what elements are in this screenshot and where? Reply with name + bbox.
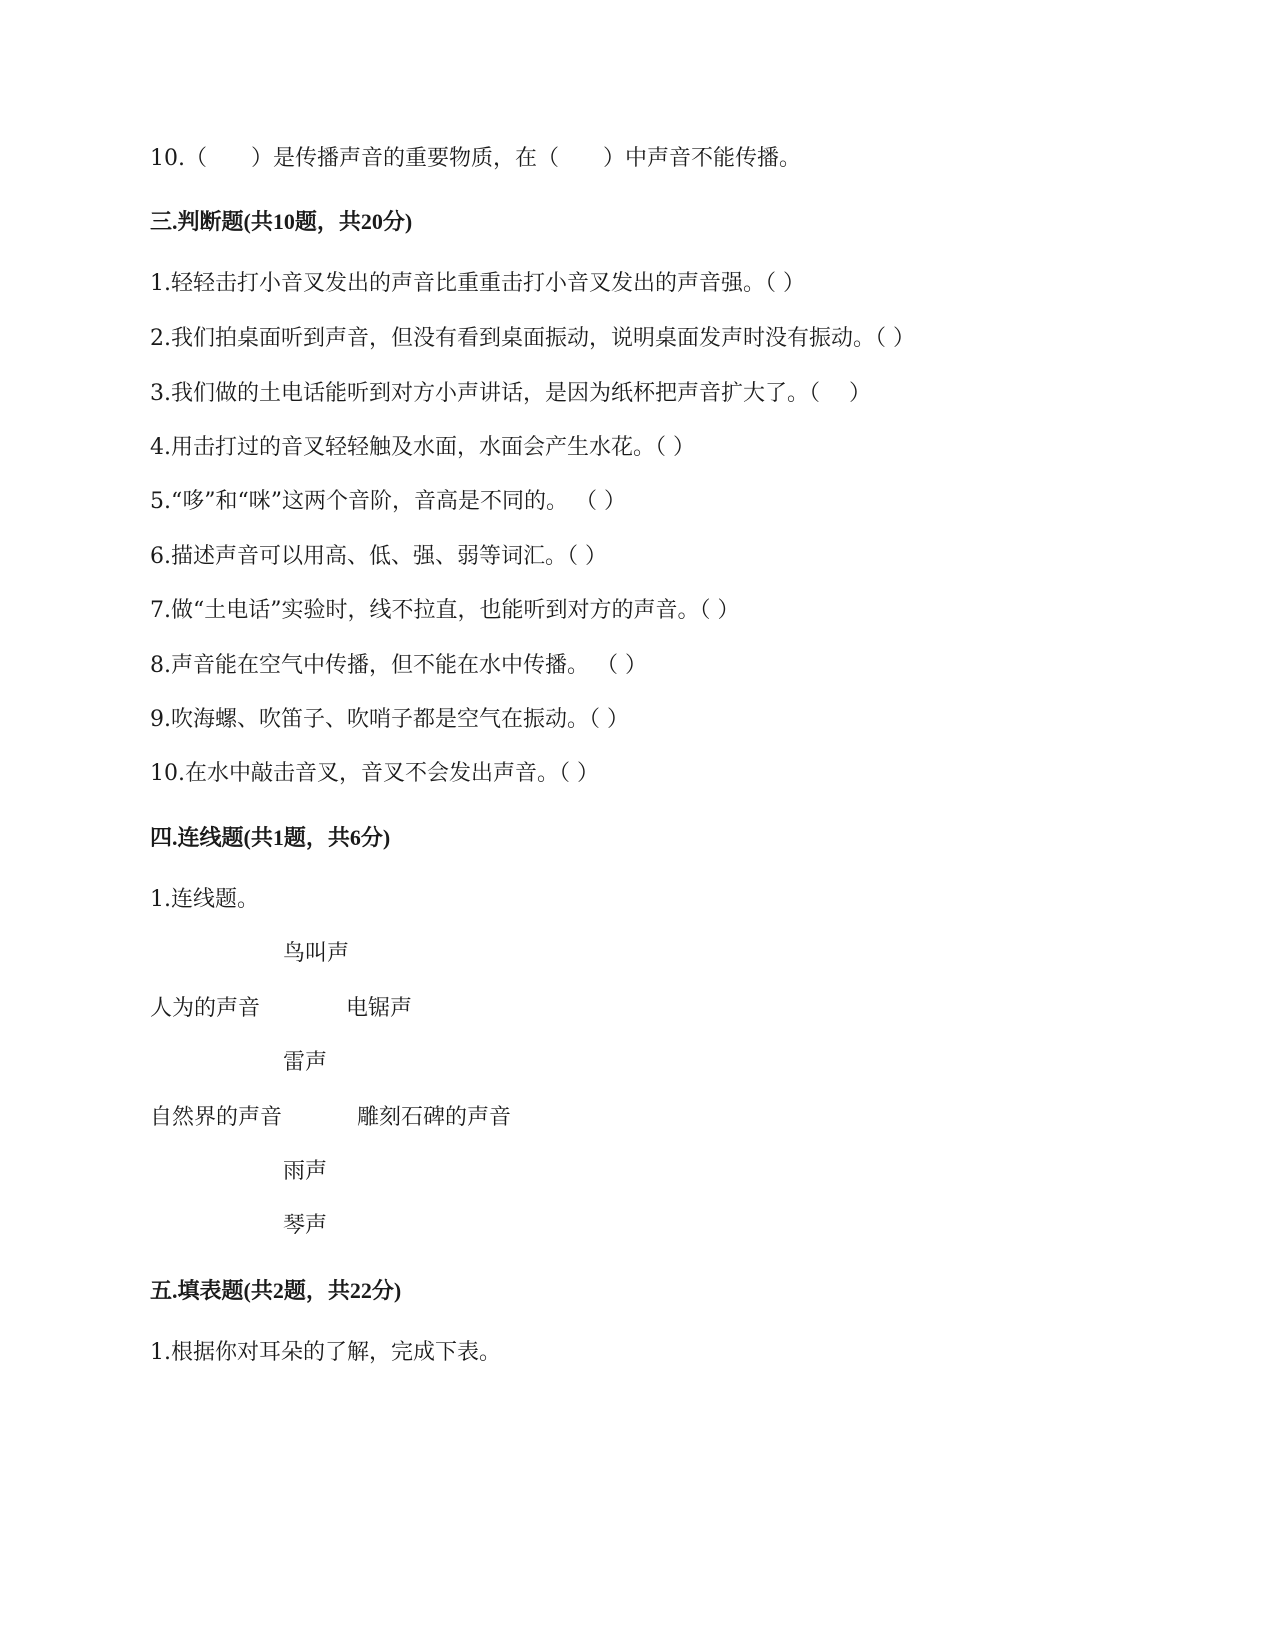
- judge-question-6: 6.描述声音可以用高、低、强、弱等词汇。（ ）: [150, 544, 607, 569]
- table-fill-question: 1.根据你对耳朵的了解，完成下表。: [150, 1340, 501, 1365]
- judge-question-7: 7.做“土电话”实验时，线不拉直，也能听到对方的声音。（ ）: [150, 598, 740, 623]
- judge-question-4: 4.用击打过的音叉轻轻触及水面，水面会产生水花。（ ）: [150, 435, 695, 460]
- matching-right-item-rain: 雨声: [283, 1159, 328, 1184]
- matching-right-item-bird: 鸟叫声: [283, 941, 350, 966]
- judge-question-5: 5.“哆”和“咪”这两个音阶，音高是不同的。 （ ）: [150, 489, 626, 514]
- matching-right-item-chainsaw: 电锯声: [346, 996, 413, 1021]
- matching-right-item-carving: 雕刻石碑的声音: [357, 1105, 512, 1130]
- judge-question-1: 1.轻轻击打小音叉发出的声音比重重击打小音叉发出的声音强。（ ）: [150, 271, 805, 296]
- section-5-heading: 五.填表题(共2题，共22分): [150, 1278, 402, 1303]
- fill-blank-question-10: 10.（ ）是传播声音的重要物质，在（ ）中声音不能传播。: [150, 146, 801, 171]
- matching-right-item-piano: 琴声: [283, 1213, 328, 1238]
- judge-question-3: 3.我们做的土电话能听到对方小声讲话，是因为纸杯把声音扩大了。（ ）: [150, 381, 871, 406]
- section-4-heading: 四.连线题(共1题，共6分): [150, 825, 391, 850]
- matching-left-item-man-made: 人为的声音: [150, 996, 261, 1021]
- judge-question-8: 8.声音能在空气中传播，但不能在水中传播。 （ ）: [150, 653, 647, 678]
- matching-question: 1.连线题。: [150, 887, 259, 912]
- matching-left-item-natural: 自然界的声音: [150, 1105, 283, 1130]
- judge-question-9: 9.吹海螺、吹笛子、吹哨子都是空气在振动。（ ）: [150, 707, 629, 732]
- judge-question-2: 2.我们拍桌面听到声音，但没有看到桌面振动，说明桌面发声时没有振动。（ ）: [150, 326, 915, 351]
- section-3-heading: 三.判断题(共10题，共20分): [150, 209, 413, 234]
- judge-question-10: 10.在水中敲击音叉，音叉不会发出声音。（ ）: [150, 761, 599, 786]
- matching-right-item-thunder: 雷声: [283, 1050, 328, 1075]
